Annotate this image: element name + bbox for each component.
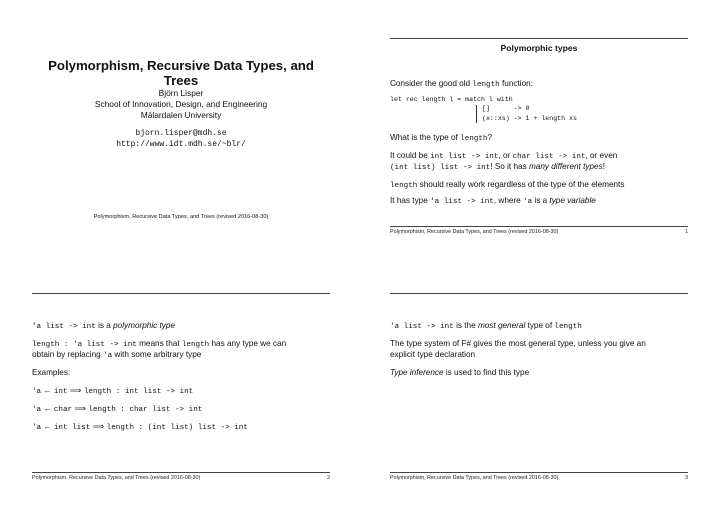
page-number: 2	[327, 475, 330, 481]
header-rule	[390, 293, 688, 294]
could-be-line-2: (int list) list -> int! So it has many different types!	[390, 162, 605, 172]
type-system-line-2: explicit type declaration	[390, 350, 476, 359]
meaning-line-2: obtain by replacing 'a with some arbitrary type	[32, 350, 202, 360]
intro-line: Consider the good old length function:	[390, 79, 533, 89]
examples-heading: Examples:	[32, 368, 71, 377]
page-number: 1	[685, 229, 688, 235]
example-int: 'a ← int ⟹ length : int list -> int	[32, 386, 194, 396]
homepage-url: http://www.idt.mdh.se/~blr/	[116, 140, 246, 149]
slide-footer: Polymorphism, Recursive Data Types, and Trees (revised 2016-08-30) 2	[32, 475, 330, 481]
slide-footer: Polymorphism, Recursive Data Types, and Trees (revised 2016-08-30)	[93, 214, 269, 220]
slide-most-general-type	[390, 293, 688, 493]
affiliation-university: Mälardalen University	[140, 110, 222, 120]
could-be-line-1: It could be int list -> int, or char list -> int, or even	[390, 151, 618, 161]
slide-polymorphic-type-examples	[32, 293, 330, 493]
code-line-3: (x::xs) -> 1 + length xs	[482, 115, 577, 122]
page-number: 3	[685, 475, 688, 481]
slide-footer: Polymorphism, Recursive Data Types, and Trees (revised 2016-08-30) 1	[390, 229, 688, 235]
author: Björn Lisper	[158, 88, 204, 98]
affiliation-school: School of Innovation, Design, and Engineering	[94, 99, 268, 109]
footer-rule	[390, 472, 688, 473]
slide-polymorphic-types	[390, 38, 688, 238]
code-line-2: [] -> 0	[482, 105, 530, 112]
slide-title: Polymorphism, Recursive Data Types, and Trees	[48, 58, 314, 88]
should-work-line: length should really work regardless of the type of the elements	[390, 180, 625, 190]
type-inference-line: Type inference is used to find this type	[390, 368, 530, 377]
slide-footer: Polymorphism, Recursive Data Types, and Trees (revised 2016-08-30) 3	[390, 475, 688, 481]
example-int-list: 'a ← int list ⟹ length : (int list) list -> int	[32, 422, 248, 432]
slide-heading: Polymorphic types	[500, 43, 578, 53]
meaning-line-1: length : 'a list -> int means that length has any type we can	[32, 339, 287, 349]
has-type-line: It has type 'a list -> int, where 'a is a type variable	[390, 196, 596, 206]
header-rule	[32, 293, 330, 294]
footer-rule	[390, 226, 688, 227]
type-system-line-1: The type system of F# gives the most general type, unless you give an	[390, 339, 646, 348]
example-char: 'a ← char ⟹ length : char list -> int	[32, 404, 203, 414]
email-address: bjorn.lisper@mdh.se	[135, 129, 227, 138]
most-general-line: 'a list -> int is the most general type of length	[390, 321, 582, 331]
question-line: What is the type of length?	[390, 133, 492, 143]
header-rule	[390, 38, 688, 39]
poly-type-line: 'a list -> int is a polymorphic type	[32, 321, 175, 331]
footer-rule	[32, 472, 330, 473]
code-bar	[476, 105, 477, 123]
code-line-1: let rec length l = match l with	[390, 96, 513, 103]
